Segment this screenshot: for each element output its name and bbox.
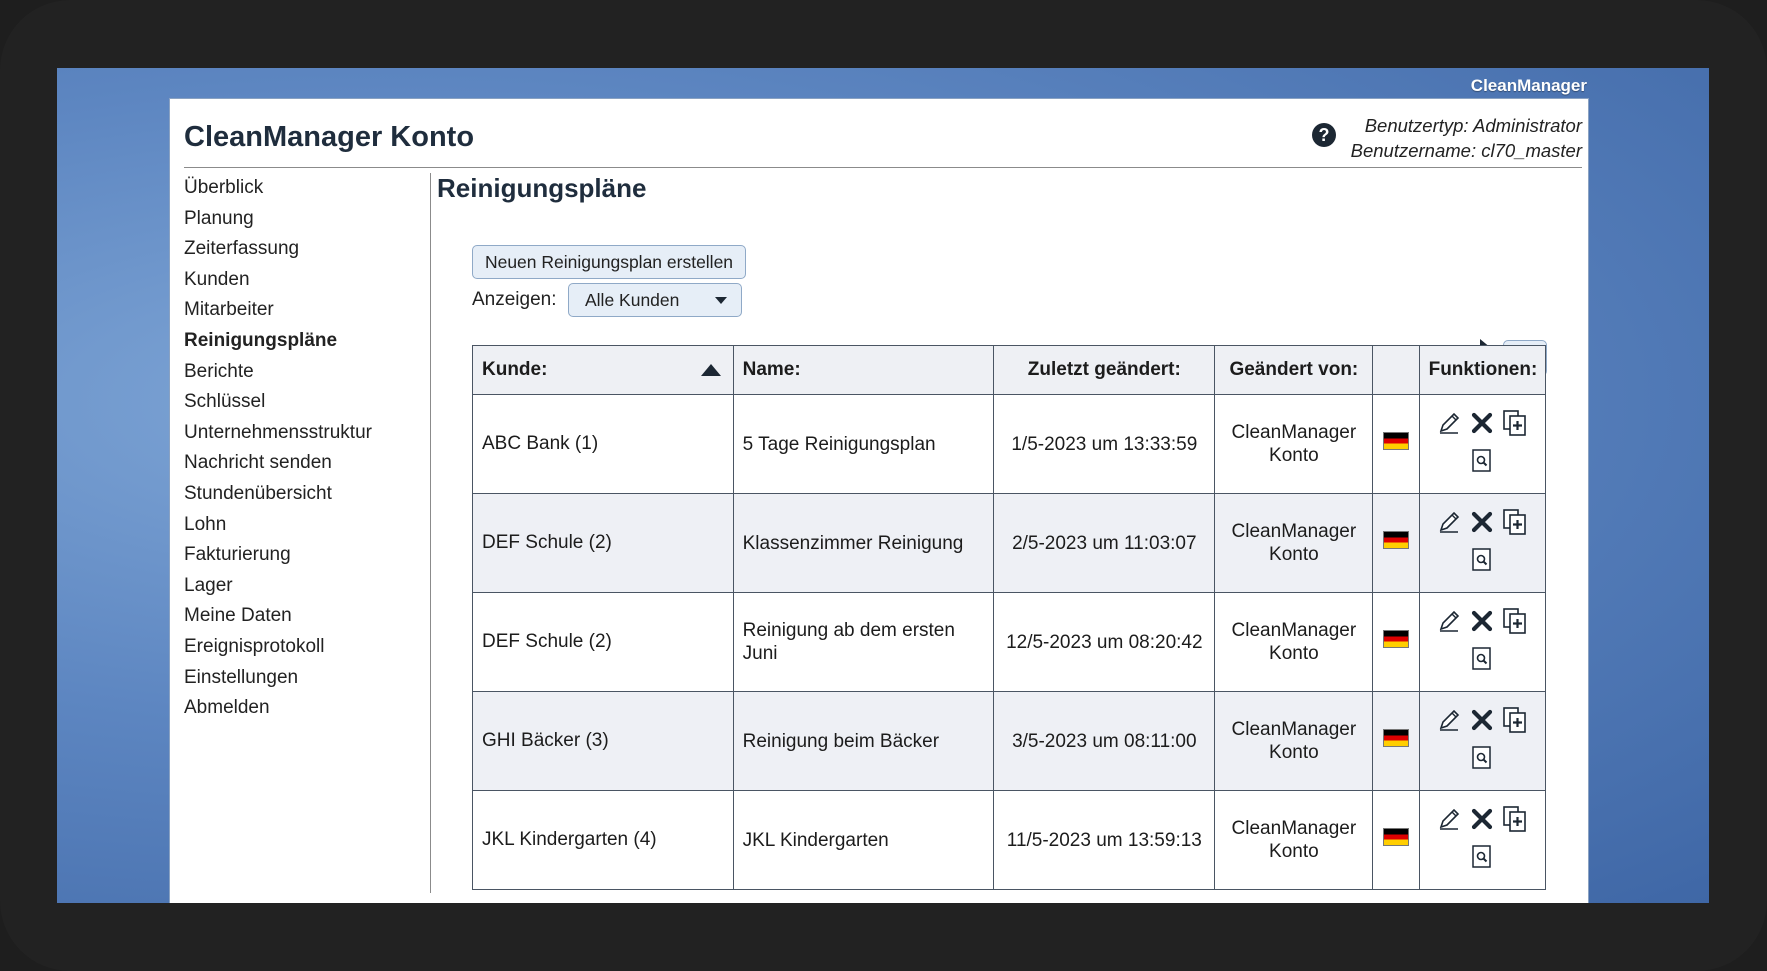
cell-functions <box>1419 593 1545 692</box>
cell-customer: ABC Bank (1) <box>473 395 734 494</box>
table-row[interactable] <box>473 692 1546 791</box>
delete-x-icon[interactable] <box>1470 411 1494 441</box>
edit-pencil-icon[interactable] <box>1436 806 1462 838</box>
cell-changed: 12/5-2023 um 08:20:42 <box>994 593 1215 692</box>
sidebar-item[interactable]: Mitarbeiter <box>184 299 274 321</box>
sidebar-item[interactable]: Fakturierung <box>184 544 291 566</box>
preview-magnifier-icon[interactable] <box>1471 647 1493 677</box>
preview-magnifier-icon[interactable] <box>1471 845 1493 875</box>
delete-x-icon[interactable] <box>1470 807 1494 837</box>
table-row[interactable] <box>473 494 1546 593</box>
cell-changed-by: CleanManager Konto <box>1215 692 1373 791</box>
sort-ascending-icon <box>701 364 721 376</box>
cell-customer: GHI Bäcker (3) <box>473 692 734 791</box>
cell-customer: JKL Kindergarten (4) <box>473 791 734 890</box>
sidebar-item[interactable]: Ereignisprotokoll <box>184 635 325 657</box>
user-name: Benutzername: cl70_master <box>1350 140 1582 161</box>
customer-filter-select[interactable] <box>568 283 742 317</box>
edit-pencil-icon[interactable] <box>1436 707 1462 739</box>
sidebar-divider <box>430 173 431 893</box>
cell-language <box>1373 494 1419 593</box>
cell-language <box>1373 395 1419 494</box>
copy-plus-icon[interactable] <box>1502 607 1528 641</box>
cell-changed-by: CleanManager Konto <box>1215 395 1373 494</box>
cell-functions <box>1419 791 1545 890</box>
cell-functions <box>1419 494 1545 593</box>
cell-language <box>1373 593 1419 692</box>
cell-name: Reinigung ab dem ersten Juni <box>733 593 994 692</box>
sidebar-item[interactable]: Schlüssel <box>184 391 266 413</box>
delete-x-icon[interactable] <box>1470 708 1494 738</box>
column-header-language <box>1373 346 1419 395</box>
copy-plus-icon[interactable] <box>1502 508 1528 542</box>
header <box>184 99 1582 168</box>
cell-language <box>1373 692 1419 791</box>
german-flag-icon <box>1383 432 1409 450</box>
cell-changed: 2/5-2023 um 11:03:07 <box>994 494 1215 593</box>
cell-customer: DEF Schule (2) <box>473 494 734 593</box>
cell-functions <box>1419 692 1545 791</box>
table-row[interactable] <box>473 593 1546 692</box>
user-info <box>1351 113 1582 163</box>
cell-language <box>1373 791 1419 890</box>
copy-plus-icon[interactable] <box>1502 805 1528 839</box>
cell-name: 5 Tage Reinigungsplan <box>733 395 994 494</box>
edit-pencil-icon[interactable] <box>1436 410 1462 442</box>
sidebar-item[interactable]: Planung <box>184 207 254 229</box>
sidebar-item[interactable]: Nachricht senden <box>184 452 332 474</box>
german-flag-icon <box>1383 531 1409 549</box>
cell-name: JKL Kindergarten <box>733 791 994 890</box>
sidebar-item[interactable]: Kunden <box>184 268 250 290</box>
cell-changed: 3/5-2023 um 08:11:00 <box>994 692 1215 791</box>
copy-plus-icon[interactable] <box>1502 409 1528 443</box>
sidebar-item[interactable]: Zeiterfassung <box>184 238 300 260</box>
delete-x-icon[interactable] <box>1470 510 1494 540</box>
cell-changed: 1/5-2023 um 13:33:59 <box>994 395 1215 494</box>
edit-pencil-icon[interactable] <box>1436 509 1462 541</box>
cell-changed-by: CleanManager Konto <box>1215 593 1373 692</box>
customer-filter-value: Alle Kunden <box>585 290 680 310</box>
preview-magnifier-icon[interactable] <box>1471 548 1493 578</box>
delete-x-icon[interactable] <box>1470 609 1494 639</box>
main-window <box>169 98 1589 903</box>
german-flag-icon <box>1383 630 1409 648</box>
preview-magnifier-icon[interactable] <box>1471 449 1493 479</box>
sidebar-item[interactable]: Lohn <box>184 513 227 535</box>
cell-customer: DEF Schule (2) <box>473 593 734 692</box>
cell-functions <box>1419 395 1545 494</box>
column-header-changed[interactable]: Zuletzt geändert: <box>994 346 1215 395</box>
sidebar-item[interactable]: Überblick <box>184 177 264 198</box>
sidebar-item[interactable]: Lager <box>184 574 233 596</box>
column-header-customer-label: Kunde: <box>482 359 548 380</box>
chevron-down-icon <box>715 297 727 304</box>
table-row[interactable] <box>473 791 1546 890</box>
cell-changed-by: CleanManager Konto <box>1215 494 1373 593</box>
sidebar-item[interactable]: Unternehmensstruktur <box>184 421 372 443</box>
sidebar-item[interactable]: Abmelden <box>184 697 270 719</box>
sidebar-nav <box>184 173 424 724</box>
german-flag-icon <box>1383 729 1409 747</box>
column-header-customer[interactable] <box>473 346 734 395</box>
help-icon[interactable]: ? <box>1312 123 1336 147</box>
preview-magnifier-icon[interactable] <box>1471 746 1493 776</box>
brand-label: CleanManager <box>1470 76 1587 95</box>
show-label: Anzeigen: <box>472 289 557 310</box>
table-row[interactable] <box>473 395 1546 494</box>
cell-name: Klassenzimmer Reinigung <box>733 494 994 593</box>
cell-changed-by: CleanManager Konto <box>1215 791 1373 890</box>
cleaning-plans-table <box>472 345 1546 890</box>
column-header-name[interactable]: Name: <box>733 346 994 395</box>
sidebar-item[interactable]: Einstellungen <box>184 666 299 688</box>
cell-changed: 11/5-2023 um 13:59:13 <box>994 791 1215 890</box>
sidebar-item[interactable]: Stundenübersicht <box>184 482 332 504</box>
desktop-screen <box>57 68 1709 903</box>
german-flag-icon <box>1383 828 1409 846</box>
sidebar-item[interactable]: Reinigungspläne <box>184 329 338 351</box>
edit-pencil-icon[interactable] <box>1436 608 1462 640</box>
sidebar-item[interactable]: Meine Daten <box>184 605 292 627</box>
copy-plus-icon[interactable] <box>1502 706 1528 740</box>
page-title: Reinigungspläne <box>437 173 647 203</box>
sidebar-item[interactable]: Berichte <box>184 360 254 382</box>
column-header-functions: Funktionen: <box>1419 346 1545 395</box>
cell-name: Reinigung beim Bäcker <box>733 692 994 791</box>
column-header-changed-by[interactable]: Geändert von: <box>1215 346 1373 395</box>
table-header-row <box>473 346 1546 395</box>
user-type: Benutzertyp: Administrator <box>1364 115 1582 136</box>
app-title: CleanManager Konto <box>184 121 475 153</box>
new-plan-button[interactable]: Neuen Reinigungsplan erstellen <box>472 245 746 279</box>
